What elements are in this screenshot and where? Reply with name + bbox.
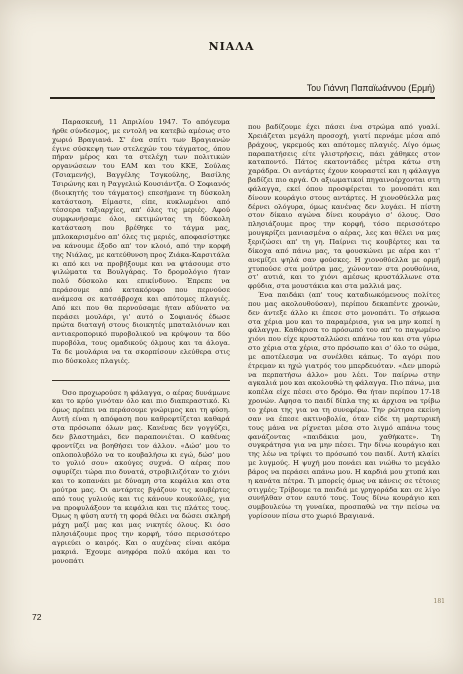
section-divider: [52, 380, 230, 381]
right-paragraph-2: Ένα παιδάκι (απ' τους καταδιωκόμενους πολίτες που μας ακολουθούσαν), περίπου δεκαπέντε χρονών, δεν άντεξε άλλο κι έπεσε στο μονοπάτι. Το σήκωσα στα χέρια μου και το παραμέρισα, για να μην κοπεί η φάλαγγα. Καθάρισα το πρόσωπό του απ' το παγωμένο χιόνι που είχε κρυσταλλώσει απάνω του και στα γύρω στο χέρια στα χέρια, στο πρόσωπο και σ' όλο το σώμα, με αποτέλεσμα να συνέλθει κάπως. Το αγόρι που έτρεμαν κι ηχώ γιατρός του μπερδευόταν. «Δεν μπορώ να περπατήσω άλλο» μου λέει. Τον παίρνω στην αγκαλιά μου και ακολουθώ τη φάλαγγα. Πιο πάνω, μια κοπέλα είχε πέσει στο δρόμο. Θα ήταν περίπου 17-18 χρονών. Αφησα το παιδί δίπλα της κι άρχισα να τρίβω το χέρια της για να τη συνεφέρω. Την ρώτησα εκείνη σαν να έπεσε ακτινοβολία, όταν είδε τη μαρτυρική τους μάνα να ρίχνεται μέσα στο λιγμό απάνω τους φανάζοντας «παιδάκια μου, χαθήκατε». Τη συγκράτησα για να μην πέσει. Την δίνω κουράγιο και της λέω να τρίψει το πρόσωπό του παιδί. Αυτή κλαίει με λυγμούς. Η ψυχή μου πονάει και νιώθω το μεγάλο βάρος να περάσει απάνω μου. Η καρδιά μου χτυπά και η κανάτα πέτρα. Τι μπορείς όμως να κάνεις σε τέτοιες στιγμές; Τρίβουμε τα παιδιά με γρηγοράδα και σε λίγο συνήλθαν στον εαυτό τους. Τους δίνω κουράγιο και συμβουλεύω τη γυναίκα, προσπαθώ να την πείσω να γυρίσουν πίσω στο χωριό Βραγιανά.: [248, 291, 440, 521]
left-paragraph-2: Όσο προχωρούσε η φάλαγγα, ο αέρας δυνάμωνε και το κρύο γινόταν όλο και πιο διαπεραστικό. Κι όμως πρέπει να περάσουμε γνώριμος και τη φύση. Αυτή είναι η απόφαση που καθρεφτίζεται καθαρά στα πρόσωπα όλων μας. Κανένας δεν γογγύζει, δεν βλαστημάει, δεν παραπονιέται. Ο καθένας φροντίζει να βοηθήσει τον άλλον. «Δώσ' μου το οπλοπολυβόλο να το κουβαλήσω κι εγώ, δώσ' μου το γυλιό σου» ακούγες συχνά. Ο αέρας που σφυρίζει τώρα πιο δυνατά, στροβιλιζόταν το χιόνι και το κοπανάει με δύναμη στα κεφάλια και στα μούτρα μας. Οι αντάρτες βγάζουν τις κουβέρτες από τους γυλιούς και τις κάνουν κουκούλες, για να προφυλάξουν τα κεφάλια και τις πλάτες τους. Όμως η φύση αυτή τη φορά θέλει να δώσει σκληρή μάχη μαζί μας και μας νικητές όλους. Κι όσο πλησιάζουμε προς την κορφή, τόσο περισσότερο αγριεύει ο καιρός. Και ο αυχένας είναι ακόμα μακριά. Έχουμε ανηφόρα πολύ ακόμα και το μονοπάτι: [52, 388, 230, 565]
left-paragraph-1: Παρασκευή, 11 Απριλίου 1947. Το απόγευμα ήρθε σύνδεσμος, με εντολή να κατεβώ αμέσως στο χωριό Βραγιανά. Σ' ένα σπίτι των Βραγιανών έγινε σύσκεψη των στελεχών του τάγματος, όπου πήραν μέρος και τα στελέχη των πολιτικών οργανώσεων του ΕΑΜ και του ΚΚΕ, Σούλας (Τσιαμενής), Βαγγέλης Τσγκούλης, Βασίλης Τσιρώνης και η Ραγγελιώ Κουσιάντζα. Ο Σοφιανός (διοικητής του τάγματος) επεσήμανε τη δύσκολη κατάσταση. Είμαστε, είπε, κυκλωμένοι από τέσσερα ταξιαρχίες, απ' όλες τις μεριές. Αφού συμφωνήσαμε όλοι, εκτιμώντας τη δύσκολη κατάσταση που βρέθηκε το τάγμα μας, μπλοκαρισμένο απ' όλες τις μεριές, αποφασίστηκε να κάνουμε έξοδο απ' τον κλοιό, από την κορφή της Νιάλας, με κατεύθυνση προς Ζιάκα-Καρσιτάλα κι από κει να προβήξουμε και να φτάσουμε στο ψιλώματα τα Βουλγάρας. Το δρομολόγιο ήταν πολύ δύσκολο και επικίνδυνο. Έπρεπε να περάσουμε από κατακόρυφο που περνούσε ανάμεσα σε κατσάβροχα και απότομες πλαγιές. Από κει που θα περνούσαμε ήταν αδύνατο να περάσει μουλάρι, γι' αυτό ο Σοφιανός έδωσε πρώτα διαταγή στους διοικητές μπαταλιόνων και αντιαεροπορικό πυροβολικού να κρύψουν τα δύο πυροβόλα, τους ομαδικούς όλμους και τα άλογα. Τα δε μουλάρια να τα σκορπίσουν ελεύθερα στις πιο δύσκολες πλαγιές.: [52, 118, 230, 365]
page-number: 72: [32, 612, 42, 622]
corner-mark: 181: [433, 598, 445, 605]
article-author: Του Γιάννη Παπαϊωάννου (Ερμή): [306, 83, 435, 93]
left-column: [52, 118, 230, 638]
right-paragraph-1: που βαδίζουμε έχει πάσει ένα στρώμα από γυαλί. Χρειάζεται μεγάλη προσοχή, γιατί περνάμε μέσα από βράχους, γκρεμούς και απότομες πλαγιές. Λίγο όμως παραπατήσεις είτε γλιστρήσεις, πάει χάθηκες στον καταποντό. Πάτος εκατοντάδες μέτρα κάτω στη χαράδρα. Οι αντάρτες έχουν κουραστεί και η φάλαγγα βαδίζει πιο αργά. Οι αξιωματικοί πηγαινοέρχονται στη φάλαγγα, εκεί όπου προσφέρεται το μονοπάτι και δίνουν κουράγιο στους αντάρτες. Η χιονοθύελλα μας δέρνει ολόγυρα, όμως κανένας δεν λυγάει. Η πίστη στον δίκαιο αγώνα δίνει κουράγιο σ' όλους. Όσο πλησιάζουμε προς την κορφή, τόσο περισσότερο μουγκρίζει μανιασμένα ο αέρας, λες και θέλει να μας ξεριζώσει απ' τη γη. Παίρνει τις κουβέρτες και τα δίκοχα από πάνω μας, τα φουσκώνει με αέρα και τ' ανεμίζει ψηλά σαν φούσκες. Η χιονοθύελλα με ορμή χτυπούσε στα μούτρα μας, χώνονταν στα ρουθούνια, στ' αυτιά, και το χιόνι αμέσως κρυστάλλωνε στα φρύδια, στα μουστάκια και στα μαλλιά μας.: [248, 123, 440, 291]
article-title: ΝΙΑΛΑ: [208, 40, 255, 53]
right-column: [248, 123, 440, 653]
header-rule: [50, 97, 435, 99]
